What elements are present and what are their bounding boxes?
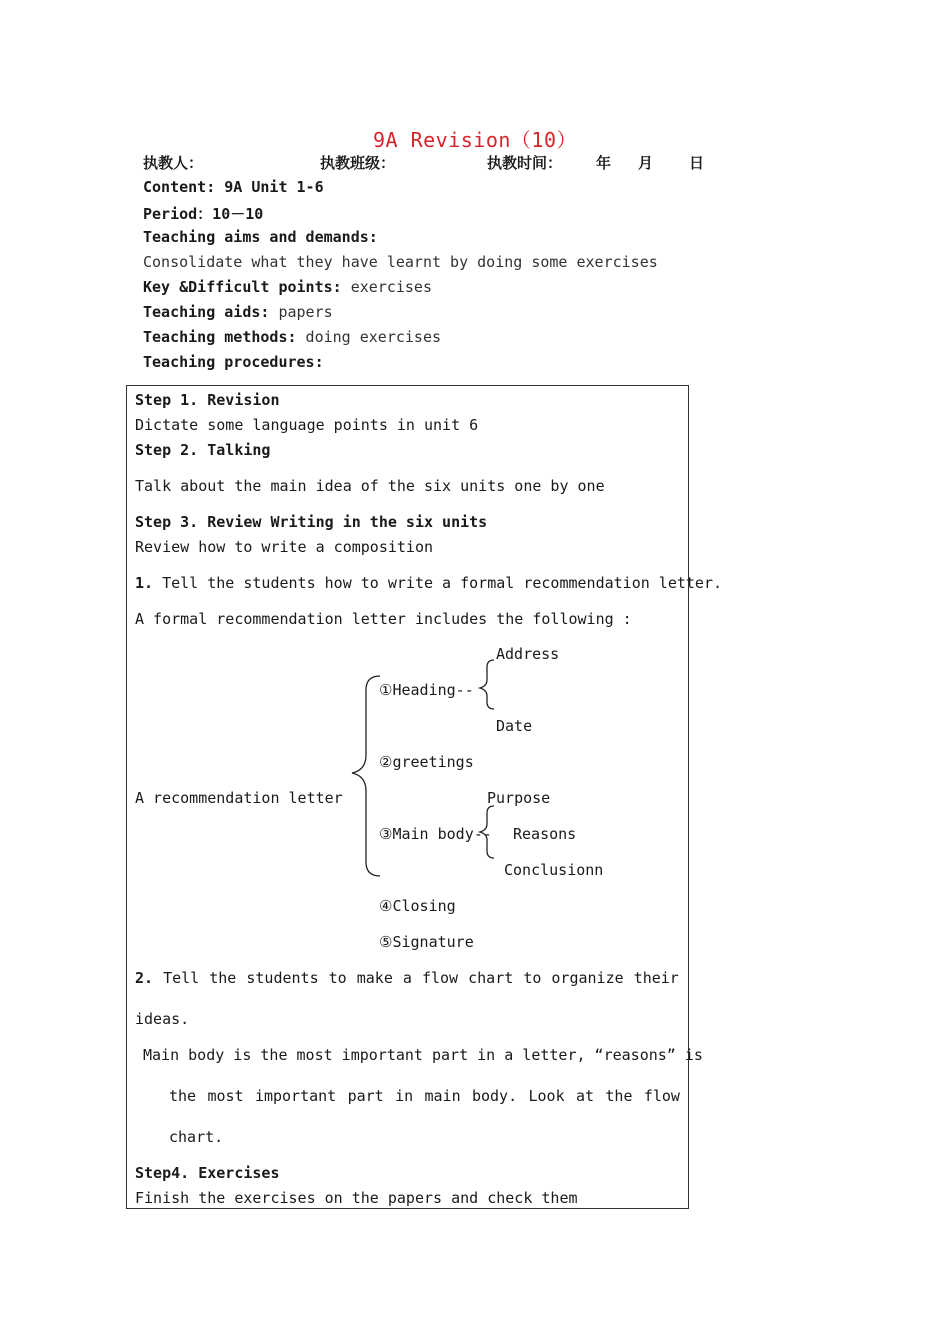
point2-word: Tell — [163, 969, 200, 987]
diagram-greetings: ②greetings — [379, 753, 474, 771]
note-word: Look — [528, 1087, 565, 1105]
time-label: 执教时间： — [487, 154, 563, 172]
aims-label: Teaching aims and demands: — [143, 228, 378, 246]
note-word: in — [395, 1087, 414, 1105]
point2-word: students — [246, 969, 319, 987]
methods-text: doing exercises — [296, 328, 442, 346]
point1-sub: A formal recommendation letter includes the following : — [135, 610, 632, 628]
key-label: Key &Difficult points: — [143, 278, 342, 296]
note-word: part — [347, 1087, 384, 1105]
point2-word: 2. — [135, 969, 154, 987]
step2-title: Step 2. Talking — [135, 441, 271, 459]
point1-text: Tell the students how to write a formal recommendation letter. — [153, 574, 723, 592]
methods-label: Teaching methods: — [143, 328, 297, 346]
point2-word: flow — [421, 969, 459, 987]
point2-word: to — [523, 969, 542, 987]
point1-number: 1. — [135, 574, 154, 592]
diagram-reasons: Reasons — [513, 825, 577, 843]
heading-brace — [480, 660, 494, 709]
note-word: main — [424, 1087, 461, 1105]
note-word: most — [207, 1087, 244, 1105]
big-brace — [352, 676, 380, 876]
point2-end: ideas. — [135, 1010, 190, 1028]
step4-text: Finish the exercises on the papers and check them — [135, 1189, 578, 1207]
point2-line — [135, 969, 679, 987]
period-line: Period：10－10 — [143, 205, 264, 223]
day-label: 日 — [689, 154, 705, 172]
diagram-root: A recommendation letter — [135, 789, 343, 807]
mainbody-note-1: Main body is the most important part in a letter, “reasons” is — [143, 1046, 703, 1064]
step4-title: Step4. Exercises — [135, 1164, 280, 1182]
aids-text: papers — [269, 303, 333, 321]
diagram-mainbody: ③Main body-- — [379, 825, 492, 843]
diagram-address: Address — [496, 645, 560, 663]
diagram-closing: ④Closing — [379, 897, 456, 915]
diagram-conclusion: Conclusionn — [504, 861, 604, 879]
content-line: Content: 9A Unit 1-6 — [143, 178, 324, 196]
point2-word: the — [209, 969, 237, 987]
note-word: the — [169, 1087, 197, 1105]
step3-text: Review how to write a composition — [135, 538, 434, 556]
month-label: 月 — [638, 154, 654, 172]
teacher-label: 执教人： — [143, 154, 204, 172]
procedures-label: Teaching procedures: — [143, 353, 324, 371]
point2-word: their — [633, 969, 679, 987]
aids-label: Teaching aids: — [143, 303, 270, 321]
note-word: at — [575, 1087, 595, 1105]
step3-title: Step 3. Review Writing in the six units — [135, 513, 488, 531]
mainbody-note-2 — [169, 1087, 680, 1105]
point2-word: to — [328, 969, 347, 987]
point2-word: organize — [551, 969, 624, 987]
step1-title: Step 1. Revision — [135, 391, 280, 409]
diagram-heading: ①Heading-- — [379, 681, 474, 699]
diagram-signature: ⑤Signature — [379, 933, 474, 951]
diagram-date: Date — [496, 717, 533, 735]
point2-word: a — [402, 969, 412, 987]
note-word: important — [254, 1087, 337, 1105]
year-label: 年 — [596, 154, 612, 172]
note-word: the — [605, 1087, 633, 1105]
aims-text: Consolidate what they have learnt by doing some exercises — [143, 253, 658, 271]
step1-text: Dictate some language points in unit 6 — [135, 416, 479, 434]
note-word: body. — [471, 1087, 518, 1105]
step2-text: Talk about the main idea of the six units one by one — [135, 477, 605, 495]
point2-word: chart — [468, 969, 514, 987]
key-text: exercises — [341, 278, 432, 296]
diagram-purpose: Purpose — [487, 789, 551, 807]
mainbody-note-3: chart. — [169, 1128, 224, 1146]
page-title: 9A Revision（10） — [372, 128, 578, 152]
class-label: 执教班级： — [320, 154, 396, 172]
note-word: flow — [643, 1087, 680, 1105]
point2-word: make — [356, 969, 393, 987]
